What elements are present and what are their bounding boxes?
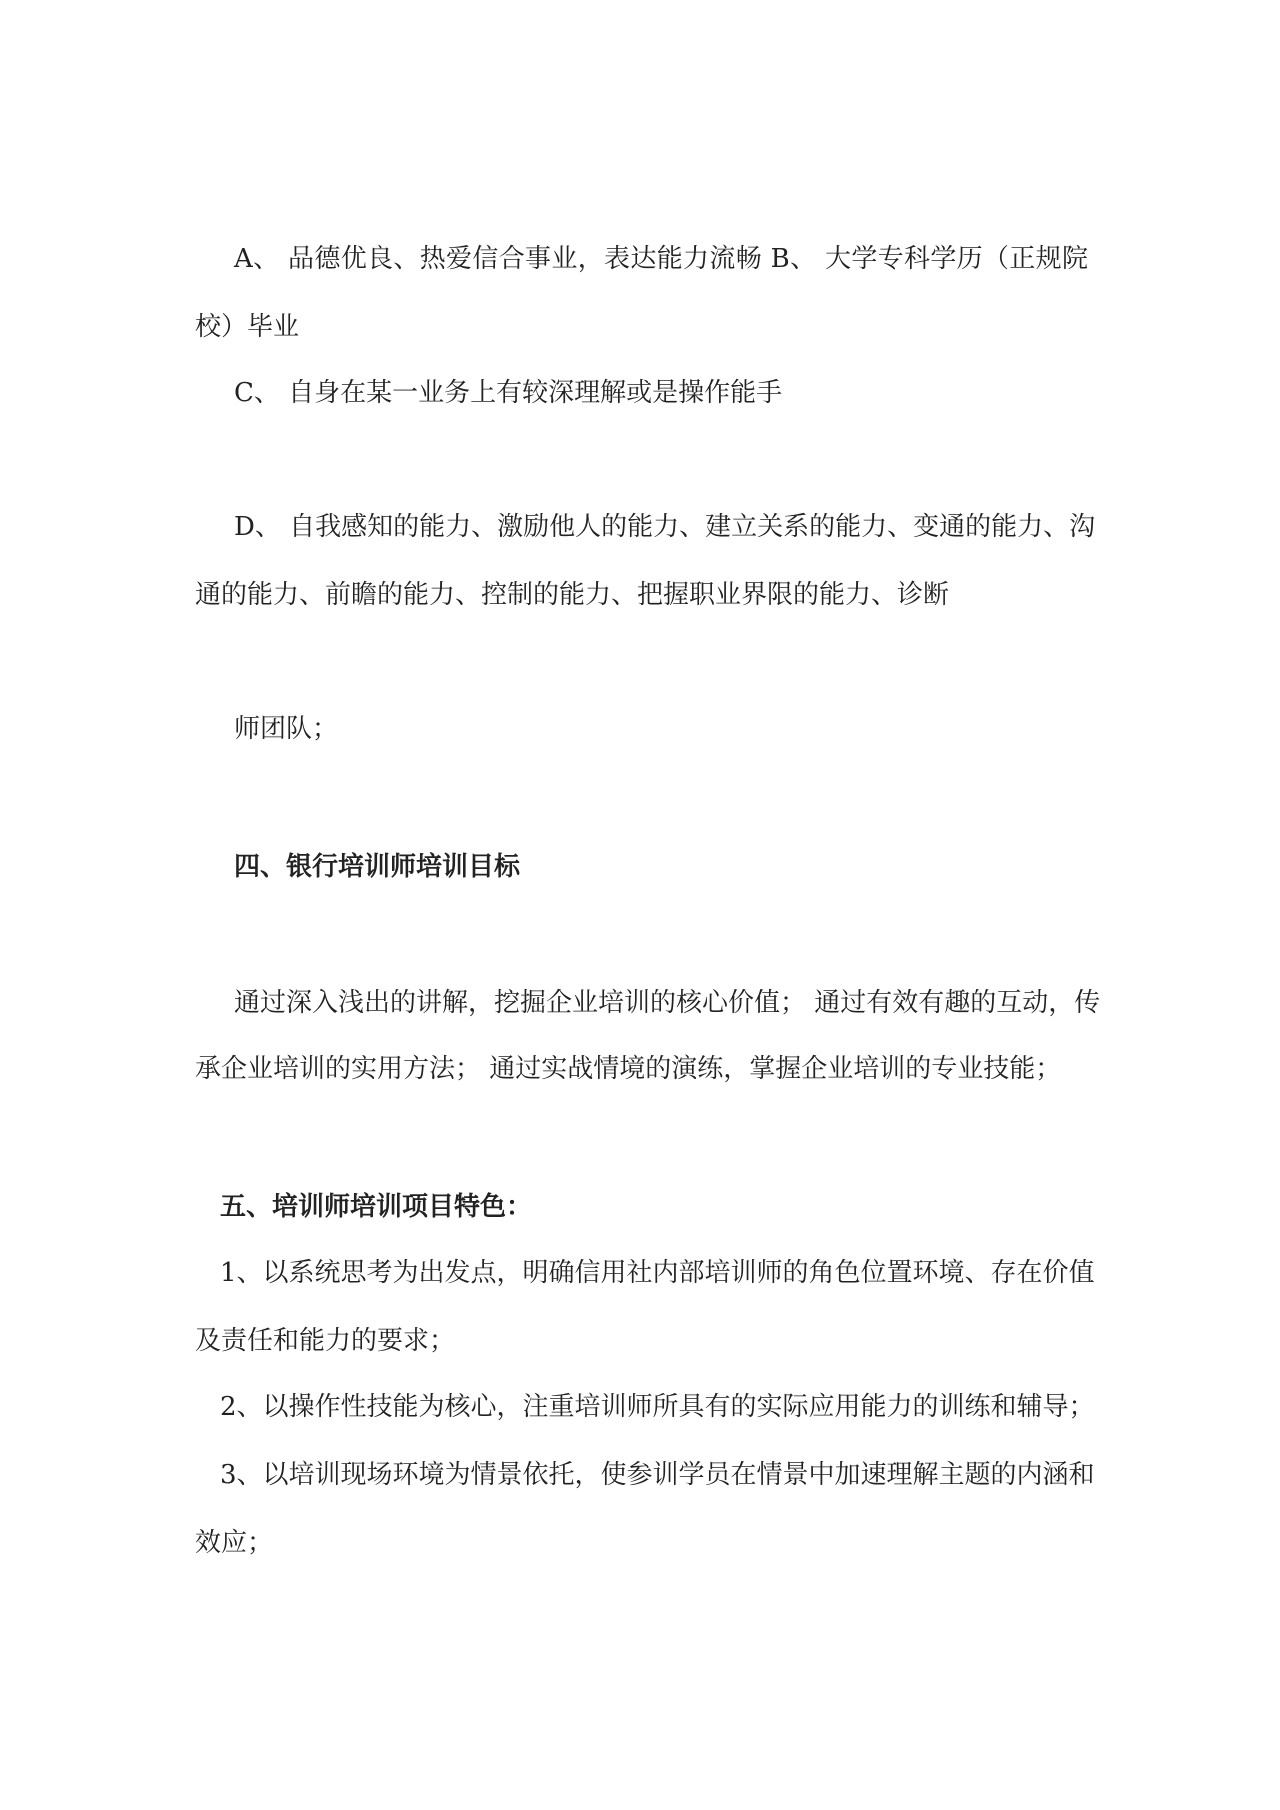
option-a-b-line-1: A、 品德优良、热爱信合事业，表达能力流畅 B、 大学专科学历（正规院 (234, 244, 1088, 274)
option-a-b-line-2: 校）毕业 (195, 312, 300, 342)
feature-item-1-line-1: 1、以系统思考为出发点，明确信用社内部培训师的角色位置环境、存在价值 (220, 1258, 1095, 1288)
option-d-line-3: 师团队； (234, 714, 339, 744)
section-5-heading: 五、培训师培训项目特色： (220, 1192, 533, 1222)
option-d-line-2: 通的能力、前瞻的能力、控制的能力、把握职业界限的能力、诊断 (195, 580, 950, 610)
option-d-line-1: D、 自我感知的能力、激励他人的能力、建立关系的能力、变通的能力、沟 (234, 512, 1096, 542)
feature-item-3-line-1: 3、以培训现场环境为情景依托，使参训学员在情景中加速理解主题的内涵和 (220, 1460, 1095, 1490)
feature-item-3-line-2: 效应； (195, 1528, 274, 1558)
goal-paragraph-line-1: 通过深入浅出的讲解，挖掘企业培训的核心价值； 通过有效有趣的互动，传 (234, 988, 1101, 1018)
goal-paragraph-line-2: 承企业培训的实用方法； 通过实战情境的演练，掌握企业培训的专业技能； (195, 1054, 1062, 1084)
option-c-line: C、 自身在某一业务上有较深理解或是操作能手 (234, 378, 783, 408)
feature-item-1-line-2: 及责任和能力的要求； (195, 1326, 456, 1356)
feature-item-2-line: 2、以操作性技能为核心，注重培训师所具有的实际应用能力的训练和辅导； (220, 1392, 1095, 1422)
section-4-heading: 四、银行培训师培训目标 (234, 852, 521, 882)
